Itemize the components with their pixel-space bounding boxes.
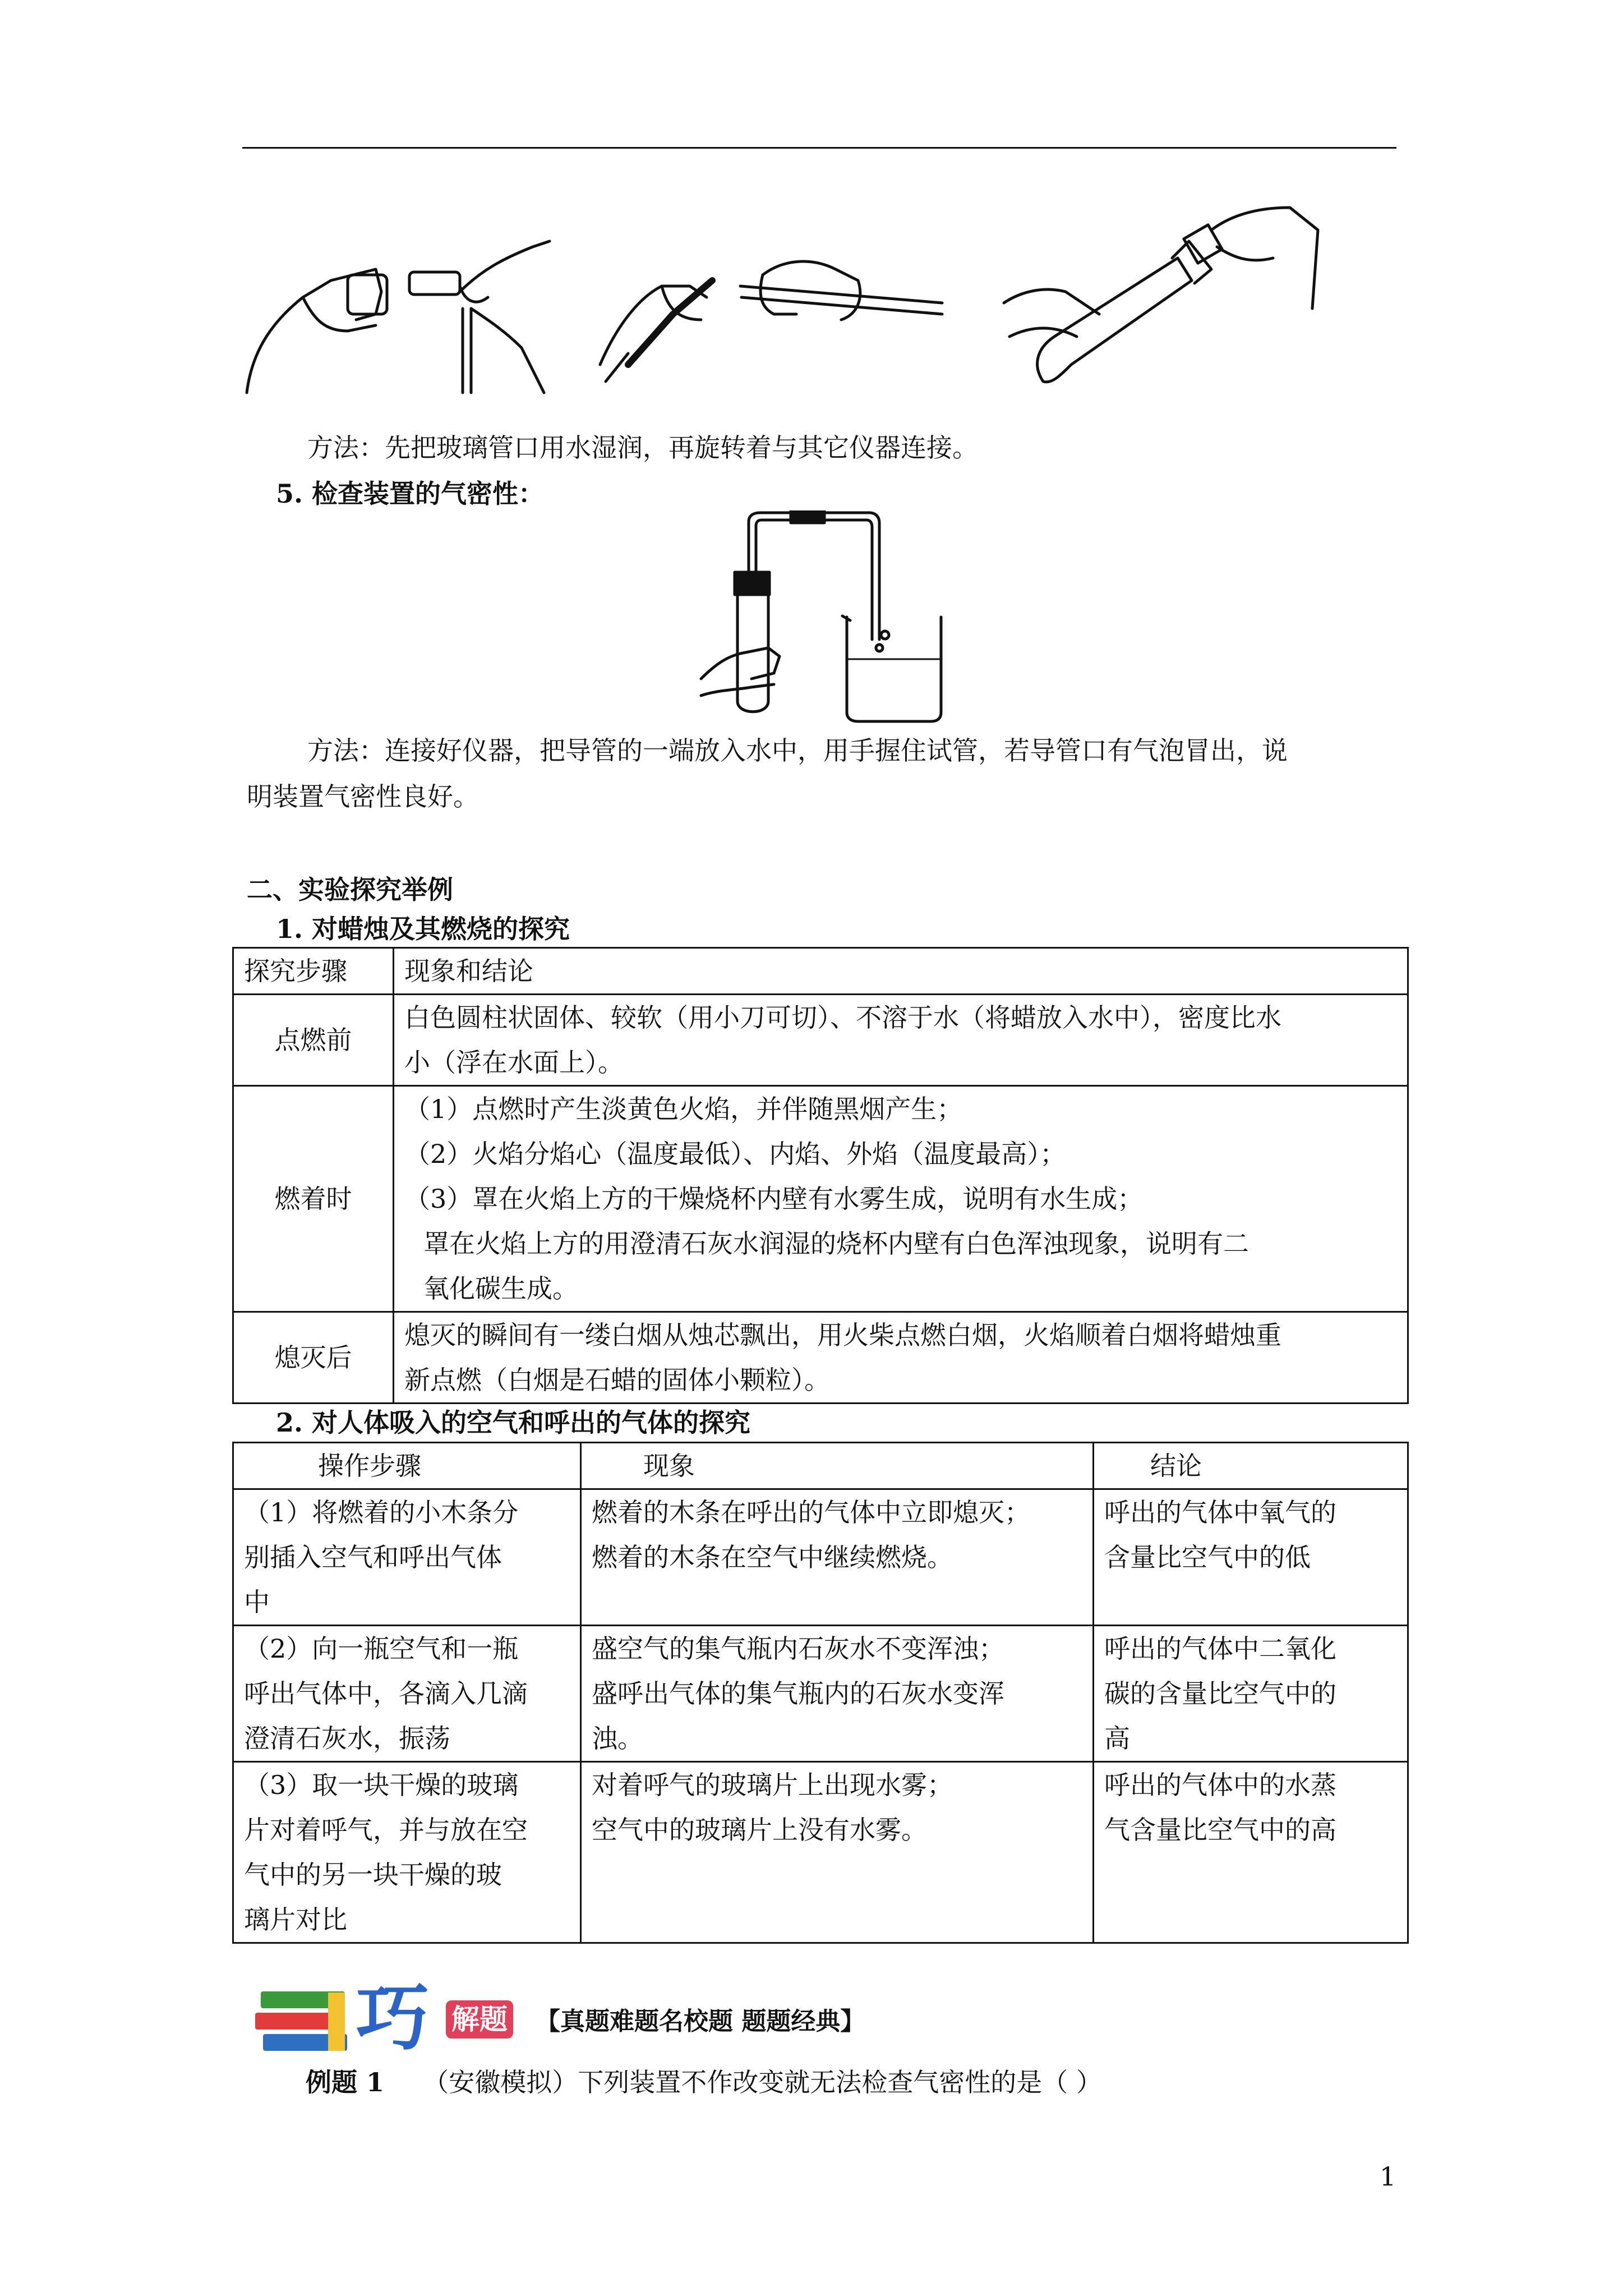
connect-illustration-3 [998,196,1335,387]
table-header-row [233,1443,1408,1489]
result-line: （3）罩在火焰上方的干燥烧杯内壁有水雾生成，说明有水生成； [404,1184,1144,1214]
result-line: 小（浮在水面上）。 [404,1047,624,1078]
example1 [306,2060,1102,2105]
operation-cell [233,1762,581,1943]
result-line: 氧化碳生成。 [423,1273,578,1304]
cell-line: 呼出的气体中氧气的 [1104,1497,1336,1527]
table-header-cell: 结论 [1094,1443,1408,1489]
result-line: 熄灭的瞬间有一缕白烟从烛芯飘出，用火柴点燃白烟，火焰顺着白烟将蜡烛重 [404,1320,1281,1350]
cell-line: 高 [1104,1723,1130,1754]
skill-logo [255,1975,889,2060]
table-row [233,995,1408,1086]
table-header-row [233,948,1408,995]
cell-line: （2）向一瓶空气和一瓶 [244,1634,519,1664]
table-row [233,1626,1408,1762]
step-cell: 点燃前 [233,995,394,1086]
cell-line: 燃着的木条在空气中继续燃烧。 [592,1542,953,1572]
result-cell [394,1086,1408,1312]
operation-cell [233,1489,581,1626]
cell-line: 呼出的气体中的水蒸 [1104,1770,1336,1800]
sub1-heading: 1. 对蜡烛及其燃烧的探究 [276,914,570,944]
method-connect-text: 方法：先把玻璃管口用水湿润，再旋转着与其它仪器连接。 [307,432,978,463]
cell-line: （3）取一块干燥的玻璃 [244,1770,519,1800]
cell-line: 呼出的气体中二氧化 [1104,1634,1336,1664]
connect-illustration-2 [594,252,976,387]
cell-line: （1）将燃着的小木条分 [244,1497,519,1527]
conclusion-cell [1094,1762,1408,1943]
phenomenon-cell [581,1626,1094,1762]
candle-table [232,947,1409,1404]
cell-line: 碳的含量比空气中的 [1104,1678,1336,1709]
books-icon [255,1981,367,2060]
result-line: （1）点燃时产生淡黄色火焰，并伴随黑烟产生； [404,1094,963,1124]
cell-line: 呼出气体中，各滴入几滴 [244,1678,528,1709]
table-header-cell: 现象 [581,1443,1094,1489]
table-row [233,1762,1408,1943]
cell-line: 璃片对比 [244,1904,347,1935]
phenomenon-cell [581,1762,1094,1943]
cell-line: 浊。 [592,1723,643,1754]
operation-cell [233,1626,581,1762]
result-line: （2）火焰分焰心（温度最低）、内焰、外焰（温度最高）； [404,1139,1066,1169]
conclusion-cell [1094,1626,1408,1762]
table-row [233,1086,1408,1312]
header-rule [242,147,1396,149]
logo-tagline: 【真题难题名校题 题题经典】 [536,2007,865,2036]
result-cell [394,1312,1408,1404]
cell-line: 别插入空气和呼出气体 [244,1542,502,1572]
method-airtight-line2: 明装置气密性良好。 [247,781,479,812]
cell-line: 澄清石灰水，振荡 [244,1723,450,1754]
step-cell: 燃着时 [233,1086,394,1312]
page-number: 1 [1380,2161,1396,2192]
cell-line: 对着呼气的玻璃片上出现水雾； [592,1770,953,1800]
method-airtight-line1: 方法：连接好仪器，把导管的一端放入水中，用手握住试管，若导管口有气泡冒出，说 [307,735,1288,766]
sub2-heading: 2. 对人体吸入的空气和呼出的气体的探究 [276,1407,751,1438]
connect-illustration-1 [241,236,555,404]
conclusion-cell [1094,1489,1408,1626]
phenomenon-cell [581,1489,1094,1626]
result-line: 罩在火焰上方的用澄清石灰水润湿的烧杯内壁有白色浑浊现象，说明有二 [423,1228,1249,1259]
logo-label: 解题 [446,2000,513,2039]
step-cell: 熄灭后 [233,1312,394,1404]
table-row [233,1312,1408,1404]
cell-line: 中 [244,1587,270,1617]
item5-heading: 5. 检查装置的气密性： [276,478,545,509]
table-row [233,1489,1408,1626]
breath-table [232,1442,1409,1944]
example-question: （安徽模拟）下列装置不作改变就无法检查气密性的是（ ） [423,2067,1102,2097]
cell-line: 片对着呼气，并与放在空 [244,1815,528,1845]
airtightness-apparatus-figure [695,510,959,724]
cell-line: 气中的另一块干燥的玻 [244,1860,502,1890]
result-line: 白色圆柱状固体、较软（用小刀可切）、不溶于水（将蜡放入水中），密度比水 [404,1002,1281,1033]
cell-line: 空气中的玻璃片上没有水雾。 [592,1815,927,1845]
cell-line: 含量比空气中的低 [1104,1542,1311,1572]
logo-char: 巧 [356,1975,430,2060]
section2-heading: 二、实验探究举例 [247,875,453,905]
cell-line: 燃着的木条在呼出的气体中立即熄灭； [592,1497,1030,1527]
cell-line: 盛呼出气体的集气瓶内的石灰水变浑 [592,1678,1004,1709]
result-line: 新点燃（白烟是石蜡的固体小颗粒）。 [404,1365,830,1395]
cell-line: 气含量比空气中的高 [1104,1815,1336,1845]
table-header-cell: 操作步骤 [233,1443,581,1489]
cell-line: 盛空气的集气瓶内石灰水不变浑浊； [592,1634,1004,1664]
result-cell [394,995,1408,1086]
table-header-cell: 现象和结论 [394,948,1408,995]
table-header-cell: 探究步骤 [233,948,394,995]
example-label: 例题 1 [306,2067,385,2097]
